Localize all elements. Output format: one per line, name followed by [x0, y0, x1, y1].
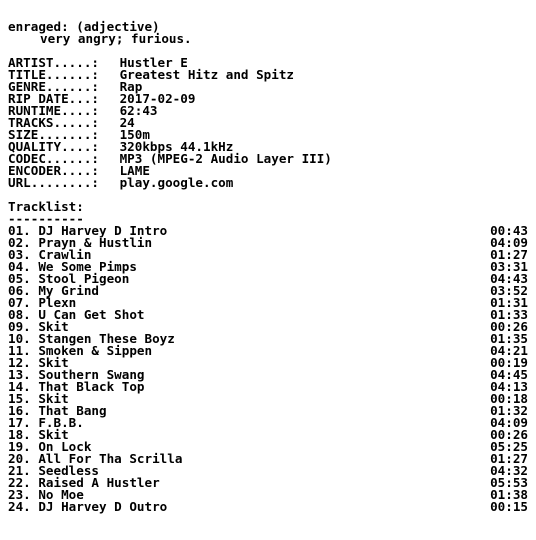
- track-title: Skit: [38, 427, 69, 442]
- track-title: Skit: [38, 355, 69, 370]
- metadata-key: CODEC......:: [8, 151, 99, 166]
- nfo-text-document: [8, 21, 528, 513]
- track-number: 11.: [8, 343, 31, 358]
- track-row: [8, 345, 528, 357]
- track-title: Prayn & Hustlin: [38, 235, 153, 250]
- track-number: 18.: [8, 427, 31, 442]
- track-duration: 01:31: [490, 295, 528, 310]
- tracklist-heading: Tracklist:: [8, 199, 84, 214]
- metadata-value: MP3 (MPEG-2 Audio Layer III): [119, 151, 332, 166]
- definition-meaning: very angry; furious.: [40, 31, 192, 46]
- track-duration: 05:25: [490, 439, 528, 454]
- track-title: On Lock: [38, 439, 92, 454]
- track-title: Raised A Hustler: [38, 475, 160, 490]
- track-title: Crawlin: [38, 247, 92, 262]
- metadata-value: 24: [119, 115, 135, 130]
- track-number: 09.: [8, 319, 31, 334]
- track-number: 13.: [8, 367, 31, 382]
- track-number: 24.: [8, 499, 31, 514]
- tracklist-underline: ----------: [8, 211, 84, 226]
- track-number: 08.: [8, 307, 31, 322]
- track-number: 21.: [8, 463, 31, 478]
- track-duration: 05:53: [490, 475, 528, 490]
- track-title: No Moe: [38, 487, 84, 502]
- metadata-row: [8, 177, 528, 189]
- track-title: Stool Pigeon: [38, 271, 130, 286]
- track-duration: 00:19: [490, 355, 528, 370]
- track-title: Smoken & Sippen: [38, 343, 153, 358]
- metadata-value: 2017-02-09: [119, 91, 196, 106]
- track-duration: 04:09: [490, 235, 528, 250]
- track-title: We Some Pimps: [38, 259, 137, 274]
- track-duration: 01:33: [490, 307, 528, 322]
- track-duration: 04:43: [490, 271, 528, 286]
- track-number: 22.: [8, 475, 31, 490]
- metadata-value: Greatest Hitz and Spitz: [119, 67, 294, 82]
- track-number: 19.: [8, 439, 31, 454]
- track-row: [8, 309, 528, 321]
- track-title: Skit: [38, 391, 69, 406]
- track-number: 23.: [8, 487, 31, 502]
- metadata-value: Rap: [119, 79, 143, 94]
- track-duration: 00:43: [490, 223, 528, 238]
- metadata-key: SIZE.......:: [8, 127, 99, 142]
- track-title: All For Tha Scrilla: [38, 451, 183, 466]
- metadata-list: [8, 57, 528, 189]
- track-duration: 04:32: [490, 463, 528, 478]
- metadata-key: ARTIST.....:: [8, 55, 99, 70]
- track-title: Skit: [38, 319, 69, 334]
- track-duration: 03:52: [490, 283, 528, 298]
- metadata-key: URL........:: [8, 175, 99, 190]
- metadata-value: play.google.com: [119, 175, 234, 190]
- metadata-key: TRACKS.....:: [8, 115, 99, 130]
- spacer: [8, 189, 528, 201]
- track-number: 05.: [8, 271, 31, 286]
- track-title: DJ Harvey D Intro: [38, 223, 168, 238]
- metadata-value: 62:43: [119, 103, 158, 118]
- track-duration: 03:31: [490, 259, 528, 274]
- metadata-key: RUNTIME....:: [8, 103, 99, 118]
- track-row: [8, 381, 528, 393]
- metadata-value: 150m: [119, 127, 150, 142]
- track-title: U Can Get Shot: [38, 307, 145, 322]
- track-number: 03.: [8, 247, 31, 262]
- metadata-value: 320kbps 44.1kHz: [119, 139, 234, 154]
- track-list: [8, 225, 528, 513]
- track-title: F.B.B.: [38, 415, 84, 430]
- track-title: Seedless: [38, 463, 100, 478]
- track-duration: 04:21: [490, 343, 528, 358]
- metadata-key: QUALITY....:: [8, 139, 99, 154]
- track-duration: 00:26: [490, 427, 528, 442]
- track-duration: 01:38: [490, 487, 528, 502]
- track-row: [8, 501, 528, 513]
- track-duration: 00:26: [490, 319, 528, 334]
- track-row: [8, 285, 528, 297]
- metadata-key: ENCODER....:: [8, 163, 99, 178]
- track-number: 16.: [8, 403, 31, 418]
- track-duration: 01:35: [490, 331, 528, 346]
- track-number: 02.: [8, 235, 31, 250]
- track-title: That Black Top: [38, 379, 145, 394]
- definition-heading: enraged: (adjective): [8, 19, 160, 34]
- metadata-value: LAME: [119, 163, 150, 178]
- metadata-key: TITLE......:: [8, 67, 99, 82]
- track-duration: 04:09: [490, 415, 528, 430]
- track-row: [8, 477, 528, 489]
- track-number: 12.: [8, 355, 31, 370]
- track-duration: 01:32: [490, 403, 528, 418]
- track-number: 14.: [8, 379, 31, 394]
- metadata-value: Hustler E: [119, 55, 188, 70]
- track-number: 07.: [8, 295, 31, 310]
- track-title: Stangen These Boyz: [38, 331, 175, 346]
- track-number: 01.: [8, 223, 31, 238]
- metadata-key: GENRE......:: [8, 79, 99, 94]
- track-row: [8, 405, 528, 417]
- track-duration: 01:27: [490, 451, 528, 466]
- track-number: 10.: [8, 331, 31, 346]
- track-label: [8, 501, 167, 513]
- track-number: 04.: [8, 259, 31, 274]
- track-title: My Grind: [38, 283, 100, 298]
- track-duration: 04:45: [490, 367, 528, 382]
- track-duration: 01:27: [490, 247, 528, 262]
- track-duration: 00:15: [490, 499, 528, 514]
- metadata-key: RIP DATE...:: [8, 91, 99, 106]
- track-title: DJ Harvey D Outro: [38, 499, 168, 514]
- track-number: 15.: [8, 391, 31, 406]
- track-row: [8, 417, 528, 429]
- track-title: Plexn: [38, 295, 77, 310]
- track-title: Southern Swang: [38, 367, 145, 382]
- track-number: 06.: [8, 283, 31, 298]
- track-number: 17.: [8, 415, 31, 430]
- track-title: That Bang: [38, 403, 107, 418]
- track-duration: 00:18: [490, 391, 528, 406]
- track-duration: 04:13: [490, 379, 528, 394]
- track-number: 20.: [8, 451, 31, 466]
